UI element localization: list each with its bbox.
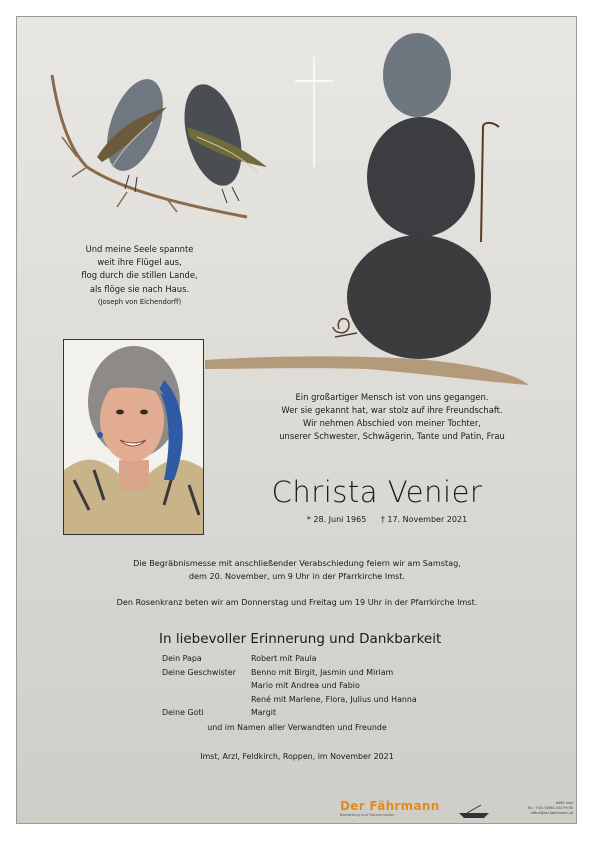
- company-contact: [495, 801, 573, 816]
- cane: [481, 123, 499, 242]
- rosary-info: Den Rosenkranz beten wir am Donnerstag und Freitag um 19 Uhr in der Pfarrkirche Imst.: [116, 597, 478, 607]
- contact-line: 6460 Imst: [555, 801, 573, 805]
- family-name: René mit Marlene, Flora, Julius und Hanna: [251, 694, 417, 704]
- intro-line: unserer Schwester, Schwägerin, Tante und Patin, Frau: [279, 431, 505, 441]
- body-stone: [367, 117, 475, 237]
- family-label: Deine Goti: [162, 708, 204, 718]
- quote-line: flog durch die stillen Lande,: [81, 270, 198, 281]
- quote-line: weit ihre Flügel aus,: [97, 257, 182, 268]
- mass-line: dem 20. November, um 9 Uhr in der Pfarrkirche Imst.: [188, 571, 406, 581]
- deceased-name: Christa Venier: [271, 475, 483, 509]
- poem-quote: [57, 243, 222, 309]
- life-dates: [257, 515, 517, 524]
- mass-line: Die Begräbnismesse mit anschließender Verabschiedung feiern wir am Samstag,: [133, 558, 461, 568]
- closing-line: und im Namen aller Verwandten und Freunde: [207, 723, 387, 732]
- base-stone: [347, 235, 491, 359]
- quote-line: Und meine Seele spannte: [85, 244, 194, 254]
- company-logo: Der Fährmann: [340, 799, 440, 813]
- intro-line: Wer sie gekannt hat, war stolz auf ihre Freundschaft.: [281, 405, 503, 415]
- family-name: Robert mit Paula: [251, 654, 317, 663]
- head-stone: [383, 33, 451, 117]
- intro-text: [227, 391, 557, 443]
- family-label: Dein Papa: [162, 654, 202, 663]
- place-date: Imst, Arzl, Feldkirch, Roppen, im November 2021: [200, 752, 394, 761]
- funeral-mass-info: [87, 557, 507, 583]
- memory-heading: In liebevoller Erinnerung und Dankbarkeit: [159, 631, 442, 647]
- family-list: [162, 652, 542, 720]
- portrait-illustration: [64, 340, 204, 535]
- family-name: Benno mit Birgit, Jasmin und Miriam: [251, 667, 394, 677]
- contact-line: office@der-faehrmann.at: [530, 811, 573, 815]
- quote-author: (Joseph von Eichendorff): [97, 297, 182, 306]
- intro-line: Ein großartiger Mensch ist von uns gegangen.: [295, 392, 489, 402]
- quote-line: als flöge sie nach Haus.: [89, 283, 190, 294]
- family-name: Mario mit Andrea und Fabio: [251, 681, 360, 691]
- family-label: Deine Geschwister: [162, 667, 236, 677]
- family-row: [162, 652, 542, 666]
- family-name: Margit: [251, 708, 277, 718]
- company-tagline: Bestattung und Trauermusiker: [340, 813, 395, 817]
- driftwood: [205, 356, 529, 385]
- boat-icon: [457, 803, 491, 819]
- bird-stone-2: [174, 78, 251, 192]
- contact-line: Tel.: +43 (0)664 103 99 60: [527, 806, 573, 810]
- intro-line: Wir nehmen Abschied von meiner Tochter,: [303, 418, 481, 428]
- death-date: † 17. November 2021: [380, 515, 468, 524]
- birth-date: * 28. Juni 1965: [306, 515, 367, 524]
- family-row: [162, 706, 542, 720]
- obituary-card: [16, 16, 577, 824]
- portrait-photo: [63, 339, 204, 535]
- family-row: [162, 666, 542, 707]
